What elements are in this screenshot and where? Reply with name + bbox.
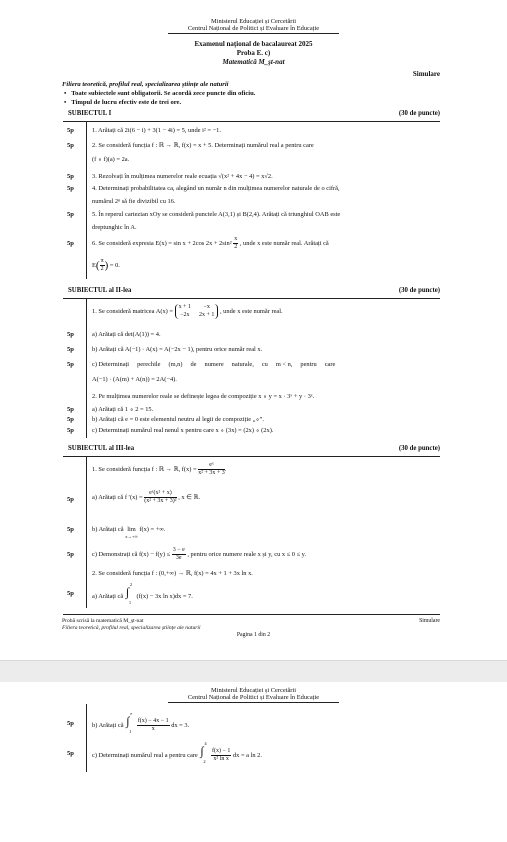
s2-b-points: 5p <box>67 346 74 353</box>
subject-title: Matematică M_şt-nat <box>222 58 285 66</box>
s3-c-post: , pentru orice numere reale x și y, cu x ≤ 0 ≤ y. <box>187 550 307 558</box>
s1-rule <box>63 121 440 122</box>
s3-b-post: f(x) = +∞. <box>139 526 166 533</box>
page2-c-integral <box>199 740 209 764</box>
s2-item-c-line2: A(−1) · (A(m) + A(n)) = 2A(−4). <box>92 376 177 383</box>
s3-b-points: 5p <box>67 526 74 533</box>
s2-matrix <box>175 304 219 319</box>
proba-title: Proba E. c) <box>236 49 271 57</box>
s1-item3-points: 5p <box>67 173 74 180</box>
page2-c-pre: c) Determinați numărul real a pentru care <box>92 751 198 759</box>
s3-a-post: , x ∈ ℝ. <box>178 493 201 501</box>
page2-b-post: dx = 3. <box>171 721 190 729</box>
page2-b-points: 5p <box>67 720 74 727</box>
center-header: Centrul Național de Politici și Evaluare în Educație <box>187 25 320 32</box>
s1-item2-points: 5p <box>67 142 74 149</box>
page2-center-header: Centrul Național de Politici și Evaluare în Educație <box>187 694 320 701</box>
s3-a-num: eˣ(x² + x) <box>144 490 176 498</box>
s1-item6-text-b: , unde x este număr real. Arătați că <box>239 239 329 247</box>
s3-b-sub: x→+∞ <box>125 534 138 539</box>
page2-c-fraction <box>211 748 231 763</box>
s1-item1-points: 5p <box>67 127 74 134</box>
integral-sign-icon: ∫ <box>125 585 130 599</box>
s2-2-item-a: a) Arătați că 1 ∘ 2 = 15. <box>92 406 154 413</box>
s2-rule <box>63 298 440 299</box>
page2-ministry-header: Ministerul Educației și Cercetării <box>210 687 296 694</box>
s3-func1-pre: 1. Se consideră funcția f : ℝ → ℝ, f(x) = <box>92 465 197 473</box>
page2-b-fraction <box>137 718 170 733</box>
bullet-1: • Toate subiectele sunt obligatorii. Se acordă zece puncte din oficiu. <box>64 90 256 97</box>
s1-item4-points: 5p <box>67 185 74 192</box>
s3-a-pre: a) Arătați că f ′(x) = <box>92 493 143 501</box>
page2-b-upper: e <box>130 710 133 716</box>
footer-rule <box>63 614 440 615</box>
bullet-2-text: Timpul de lucru efectiv este de trei ore. <box>71 99 182 106</box>
s1-title: SUBIECTUL I <box>68 110 112 117</box>
page-separator <box>0 660 507 684</box>
footer-right: Simulare <box>419 618 440 624</box>
bullet-1-text: Toate subiectele sunt obligatorii. Se acordă zece puncte din oficiu. <box>71 90 256 97</box>
s3-func1-den: x² + 3x + 3 <box>198 470 225 476</box>
s1-item6-text-a: 6. Se consideră expresia E(x) = sin x + 2cos 2x + 2sin² <box>92 239 232 247</box>
s1-item4-line1: 4. Determinați probabilitatea ca, alegând un număr n din mulțimea numerelor naturale de o cifră, <box>92 185 340 192</box>
s3-item-b <box>92 526 165 540</box>
footer-left-2: Filiera teoretică, profilul real, specializarea științe ale naturii <box>62 625 201 631</box>
s3-func1-post: . <box>224 465 227 473</box>
ministry-header: Ministerul Educației și Cercetării <box>210 18 296 25</box>
s2-2a-points: 5p <box>67 406 74 413</box>
s1-item1: 1. Arătați că 2i(6 − i) + 3(1 − 4i) = 5, unde i² = −1. <box>92 127 221 134</box>
header-underline <box>168 33 339 34</box>
s3-c-num: 3 − e <box>172 547 185 553</box>
s3-2a-points: 5p <box>67 590 74 597</box>
s2-matrix-b: −x <box>203 304 210 310</box>
s2-matrix-post: , unde x este număr real. <box>219 307 283 315</box>
s2-2b-points: 5p <box>67 416 74 423</box>
s3-item-a <box>92 490 200 505</box>
s3-2a-upper: 2 <box>129 582 133 587</box>
page2-header-underline <box>168 702 339 703</box>
s3-a-fraction <box>144 490 176 505</box>
variant-label: Simulare <box>412 70 440 78</box>
s1-item6-frac-den: 2 <box>234 244 238 250</box>
filiera-text: Filiera teoretică, profilul real, specializarea științe ale naturii <box>62 81 229 88</box>
s2-item-b: b) Arătați că A(−1) · A(x) = A(−2x − 1), pentru orice număr real x. <box>92 346 263 353</box>
page2-c-post: dx = a ln 2. <box>232 751 262 759</box>
s3-func1-def <box>92 462 226 477</box>
s3-b-lim: lim <box>127 526 136 533</box>
s3-rule <box>63 456 440 457</box>
page2-c-points: 5p <box>67 750 74 757</box>
s1-item6-pi-num: π <box>100 258 104 264</box>
s1-points: (30 de puncte) <box>398 110 440 117</box>
page-number: Pagina 1 din 2 <box>236 632 271 638</box>
s2-2c-points: 5p <box>67 427 74 434</box>
s3-2a-integral <box>125 582 135 605</box>
page2-b-den: x <box>151 726 155 732</box>
exam-title: Examenul național de bacalaureat 2025 <box>194 40 313 48</box>
bullet-2: • Timpul de lucru efectiv este de trei ore. <box>64 99 182 106</box>
s2-matrix-def <box>92 304 283 319</box>
s2-item-a: a) Arătați că det(A(1)) = 4. <box>92 331 161 338</box>
s3-item-c <box>92 547 306 562</box>
s2-vrule <box>86 298 87 438</box>
s1-item6-pi-den: 2 <box>100 266 104 272</box>
s3-c-points: 5p <box>67 551 74 558</box>
page2-vrule <box>86 704 87 772</box>
s3-c-pre: c) Demonstrați că f(x) − f(y) ≤ <box>92 550 171 558</box>
s3-2a-pre: a) Arătați că <box>92 593 124 600</box>
s1-item2-line2: (f ∘ f)(a) = 2a. <box>92 156 130 163</box>
s2-a-points: 5p <box>67 331 74 338</box>
s1-item5-line2: dreptunghic în A. <box>92 224 137 231</box>
s2-2-item-b: b) Arătați că e = 0 este elementul neutru al legii de compoziție „∘”. <box>92 416 264 423</box>
page2-b-integral <box>125 710 135 734</box>
page2-c-den: x² ln x <box>213 756 229 762</box>
s2-item-c-line1: c) Determinați perechile (m,n) de numere naturale, cu m < n, pentru care <box>92 361 336 368</box>
s3-c-den: 3e <box>175 555 182 561</box>
s2-points: (30 de puncte) <box>398 287 440 294</box>
s1-item4-line2: numărul 2ⁿ să fie divizibil cu 16. <box>92 198 176 205</box>
page2-b-pre: b) Arătați că <box>92 721 124 729</box>
s1-item5-points: 5p <box>67 211 74 218</box>
s2-2-item-c: c) Determinați numărul real nenul x pentru care x ∘ (3x) = (2x) ∘ (2x). <box>92 427 274 434</box>
exam-page-2 <box>0 682 507 842</box>
s2-c-points: 5p <box>67 361 74 368</box>
s3-points: (30 de puncte) <box>398 445 440 452</box>
s1-item6-line2: E( $\frac{\pi}{2}$ ) = 0. <box>92 258 120 272</box>
s3-a-points: 5p <box>67 496 74 503</box>
s1-item5-line1: 5. În reperul cartezian xOy se consideră punctele A(3,1) și B(2,4). Arătați că triunghiul OAB este <box>92 211 341 218</box>
s1-item6-fraction <box>233 236 238 251</box>
s3-a-den: (x² + 3x + 3)² <box>144 498 177 504</box>
s3-func1-num: eˣ <box>198 462 225 470</box>
s1-vrule <box>86 121 87 279</box>
s1-item6-line1 <box>92 236 329 251</box>
s2-matrix-a: x + 1 <box>178 304 191 310</box>
s3-func1-fraction <box>198 462 225 477</box>
s1-item6-points: 5p <box>67 240 74 247</box>
s2-matrix-d: 2x + 1 <box>198 312 215 318</box>
s3-2a-lower: 1 <box>128 600 132 605</box>
s3-b-pre: b) Arătați că <box>92 526 124 533</box>
page2-b-num: f(x) − 4x − 1 <box>137 718 169 724</box>
s1-item2-line1: 2. Se consideră funcția f : ℝ → ℝ, f(x) = x + 5. Determinați numărul real a pentru care <box>92 142 314 149</box>
s1-item6-E: E <box>92 261 96 269</box>
s3-b-limit <box>125 526 138 540</box>
s1-item3: 3. Rezolvați în mulțimea numerelor reale ecuația √(x² + 4x − 4) = x√2. <box>92 173 273 180</box>
integral-sign-icon: ∫ <box>126 713 130 728</box>
page2-b-lower: 1 <box>129 728 132 734</box>
s3-func2-def: 2. Se consideră funcția f : (0,+∞) → ℝ, f(x) = 4x + 1 + 3x ln x. <box>92 570 253 577</box>
page2-c-num: f(x) − 1 <box>211 748 231 754</box>
s2-matrix-c: −2x <box>180 312 190 318</box>
page2-item-c <box>92 740 262 764</box>
s2-law-def: 2. Pe mulțimea numerelor reale se definește legea de compoziție x ∘ y = x · 3ʸ + y · 3ˣ. <box>92 393 315 400</box>
integral-sign-icon: ∫ <box>200 743 204 758</box>
s3-2a-body: (f(x) − 3x ln x)dx = 7. <box>136 593 193 600</box>
page2-c-upper: 4 <box>204 740 207 746</box>
s3-c-fraction <box>172 547 186 562</box>
s1-item6-eq: = 0. <box>109 261 120 269</box>
page2-item-b <box>92 710 190 734</box>
page2-c-lower: 2 <box>203 758 206 764</box>
s2-matrix-pre: 1. Se consideră matricea A(x) = <box>92 307 173 315</box>
s3-2-item-a <box>92 582 193 605</box>
s3-vrule <box>86 456 87 608</box>
s3-title: SUBIECTUL al III-lea <box>68 445 135 452</box>
s1-item6-frac-num: x <box>234 236 238 242</box>
s2-title: SUBIECTUL al II-lea <box>68 287 132 294</box>
footer-left-1: Probă scrisă la matematică M_şt-nat <box>62 618 144 624</box>
